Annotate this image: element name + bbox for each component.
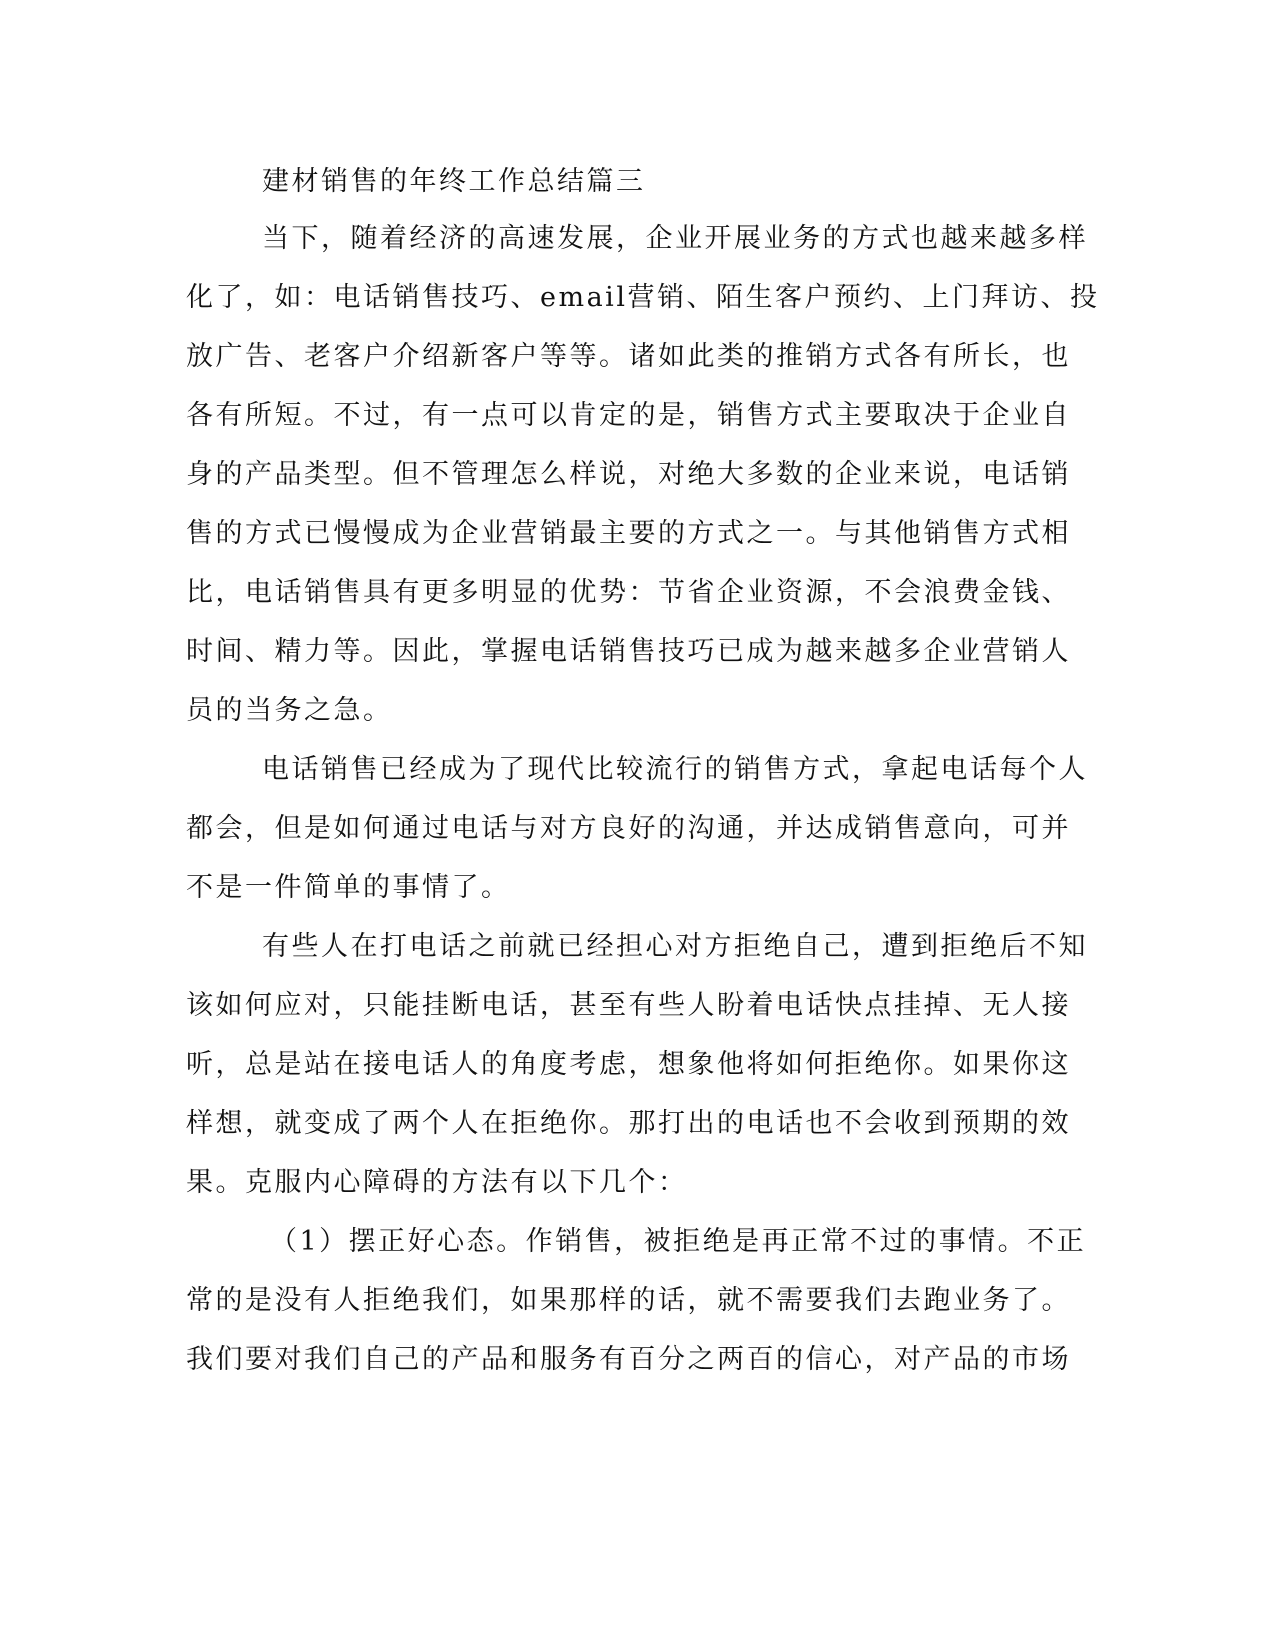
paragraph-line: 听，总是站在接电话人的角度考虑，想象他将如何拒绝你。如果你这 <box>186 1049 1071 1080</box>
document-title: 建材销售的年终工作总结篇三 <box>262 166 646 197</box>
paragraph-line: 我们要对我们自己的产品和服务有百分之两百的信心，对产品的市场 <box>186 1344 1071 1375</box>
paragraph-line: 都会，但是如何通过电话与对方良好的沟通，并达成销售意向，可并 <box>186 813 1071 844</box>
paragraph-line: 果。克服内心障碍的方法有以下几个： <box>186 1167 688 1198</box>
paragraph-line: 化了，如：电话销售技巧、email营销、陌生客户预约、上门拜访、投 <box>186 282 1100 313</box>
paragraph-line: 有些人在打电话之前就已经担心对方拒绝自己，遭到拒绝后不知 <box>262 931 1088 962</box>
paragraph-line: 比，电话销售具有更多明显的优势：节省企业资源，不会浪费金钱、 <box>186 577 1071 608</box>
paragraph-line: 时间、精力等。因此，掌握电话销售技巧已成为越来越多企业营销人 <box>186 636 1071 667</box>
paragraph-line: 身的产品类型。但不管理怎么样说，对绝大多数的企业来说，电话销 <box>186 459 1071 490</box>
paragraph-line: 各有所短。不过，有一点可以肯定的是，销售方式主要取决于企业自 <box>186 400 1071 431</box>
paragraph-line: 当下，随着经济的高速发展，企业开展业务的方式也越来越多样 <box>262 223 1088 254</box>
paragraph-line: 放广告、老客户介绍新客户等等。诸如此类的推销方式各有所长，也 <box>186 341 1071 372</box>
paragraph-line: 售的方式已慢慢成为企业营销最主要的方式之一。与其他销售方式相 <box>186 518 1071 549</box>
paragraph-line: 该如何应对，只能挂断电话，甚至有些人盼着电话快点挂掉、无人接 <box>186 990 1071 1021</box>
paragraph-line: （1）摆正好心态。作销售，被拒绝是再正常不过的事情。不正 <box>270 1226 1087 1257</box>
paragraph-line: 常的是没有人拒绝我们，如果那样的话，就不需要我们去跑业务了。 <box>186 1285 1071 1316</box>
paragraph-line: 电话销售已经成为了现代比较流行的销售方式，拿起电话每个人 <box>262 754 1088 785</box>
paragraph-line: 员的当务之急。 <box>186 695 393 726</box>
paragraph-line: 不是一件简单的事情了。 <box>186 872 511 903</box>
paragraph-line: 样想，就变成了两个人在拒绝你。那打出的电话也不会收到预期的效 <box>186 1108 1071 1139</box>
